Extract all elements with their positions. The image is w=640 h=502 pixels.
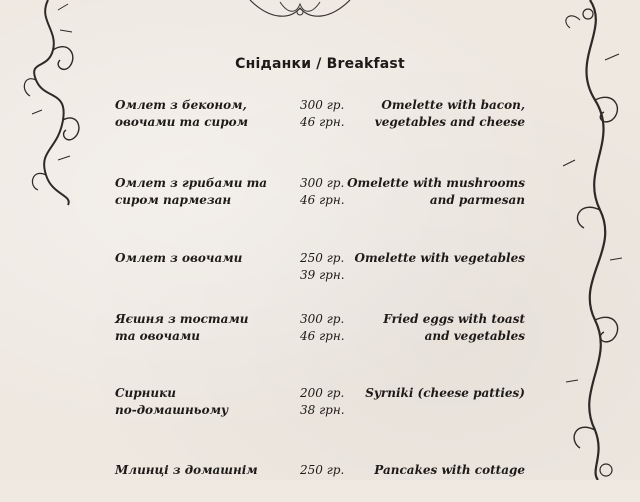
section-title: Сніданки / Breakfast [235,56,405,72]
menu-item [0,250,640,290]
item-name-en: Syrniki (cheese patties) [365,386,525,400]
item-weight: 300 гр. [300,312,345,326]
item-name-ua: Яєшня з тостами та овочами [115,312,249,343]
menu-item [0,97,640,137]
item-name-ua: Млинці з домашнім [115,463,258,477]
item-price: 39 грн. [300,268,345,282]
item-weight: 250 гр. [300,251,345,265]
item-price: 46 грн. [300,329,345,343]
menu-item [0,311,640,351]
menu-item [0,385,640,425]
item-name-en: Pancakes with cottage [374,463,525,477]
item-price: 46 грн. [300,115,345,129]
menu-item [0,175,640,215]
item-name-ua: Сирники по-домашньому [115,386,229,417]
item-name-en: Omelette with bacon, vegetables and cheese [374,98,525,129]
item-name-ua: Омлет з грибами та сиром пармезан [115,176,268,207]
item-name-en: Fried eggs with toast and vegetables [383,312,525,343]
item-name-ua: Омлет з овочами [115,251,243,265]
item-weight: 200 гр. [300,386,345,400]
item-name-en: Omelette with vegetables [354,251,525,265]
item-price: 38 грн. [300,403,345,417]
item-weight: 300 гр. [300,176,345,190]
item-price: 46 грн. [300,193,345,207]
item-weight: 300 гр. [300,98,345,112]
item-weight: 250 гр. [300,463,345,477]
menu-item [0,462,640,502]
item-name-ua: Омлет з беконом, овочами та сиром [115,98,249,129]
item-name-en: Omelette with mushrooms and parmesan [347,176,525,207]
top-floral-ornament [240,0,360,22]
